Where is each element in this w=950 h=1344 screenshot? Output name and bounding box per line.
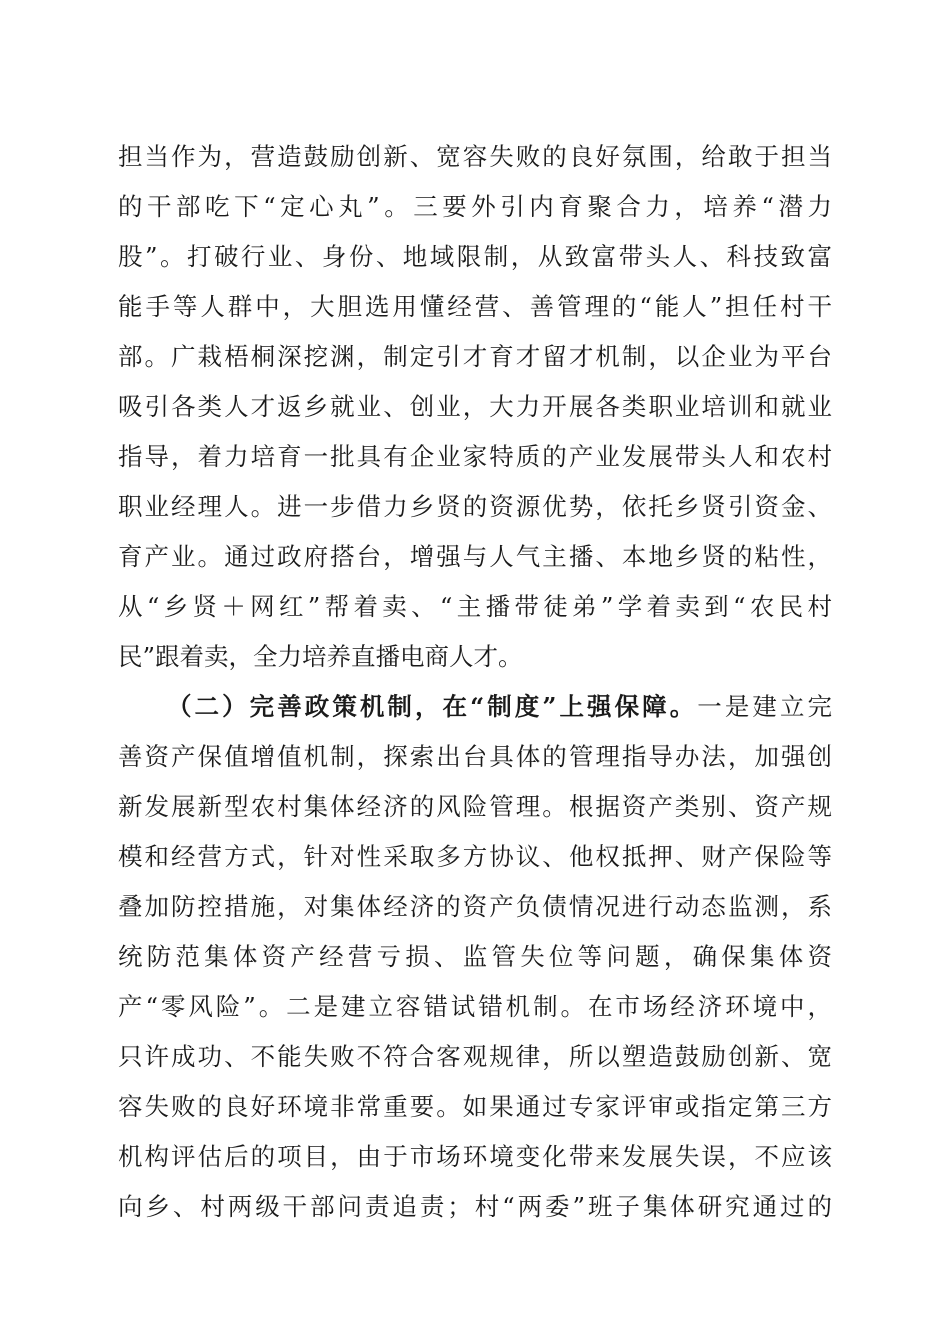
document-body: [118, 132, 832, 1232]
text-line: 叠加防控措施，对集体经济的资产负债情况进行动态监测，系: [118, 892, 832, 921]
text-line: 向乡、村两级干部问责追责；村“两委”班子集体研究通过的: [118, 1192, 832, 1221]
text-line: 职业经理人。进一步借力乡贤的资源优势，依托乡贤引资金、: [118, 492, 832, 521]
section-heading: （二）完善政策机制，在“制度”上强保障。: [167, 692, 698, 721]
paragraph-2: [118, 682, 832, 1232]
text-line: 统防范集体资产经营亏损、监管失位等问题，确保集体资: [118, 942, 832, 971]
text-line: 部。广栽梧桐深挖渊，制定引才育才留才机制，以企业为平台: [118, 342, 832, 371]
text-line: 的干部吃下“定心丸”。三要外引内育聚合力，培养“潜力: [118, 192, 832, 221]
text-fragment: 一是建立完: [697, 692, 832, 721]
text-line: 担当作为，营造鼓励创新、宽容失败的良好氛围，给敢于担当: [118, 142, 832, 171]
text-line: 能手等人群中，大胆选用懂经营、善管理的“能人”担任村干: [118, 292, 832, 321]
text-line: 只许成功、不能失败不符合客观规律，所以塑造鼓励创新、宽: [118, 1042, 832, 1071]
text-line: 吸引各类人才返乡就业、创业，大力开展各类职业培训和就业: [118, 392, 832, 421]
paragraph-1: [118, 132, 832, 682]
text-line: 育产业。通过政府搭台，增强与人气主播、本地乡贤的粘性，: [118, 542, 832, 571]
text-line: 机构评估后的项目，由于市场环境变化带来发展失误，不应该: [118, 1142, 832, 1171]
text-line: 民”跟着卖，全力培养直播电商人才。: [118, 642, 523, 671]
text-line: 模和经营方式，针对性采取多方协议、他权抵押、财产保险等: [118, 842, 832, 871]
text-line: 容失败的良好环境非常重要。如果通过专家评审或指定第三方: [118, 1092, 832, 1121]
text-line: 股”。打破行业、身份、地域限制，从致富带头人、科技致富: [118, 242, 832, 271]
text-line: 从“乡贤＋网红”帮着卖、“主播带徒弟”学着卖到“农民村: [118, 592, 832, 621]
text-line: 善资产保值增值机制，探索出台具体的管理指导办法，加强创: [118, 742, 832, 771]
text-line: 产“零风险”。二是建立容错试错机制。在市场经济环境中，: [118, 992, 832, 1021]
paragraph-heading-line: [118, 682, 832, 732]
text-line: 指导，着力培育一批具有企业家特质的产业发展带头人和农村: [118, 442, 832, 471]
text-line: 新发展新型农村集体经济的风险管理。根据资产类别、资产规: [118, 792, 832, 821]
